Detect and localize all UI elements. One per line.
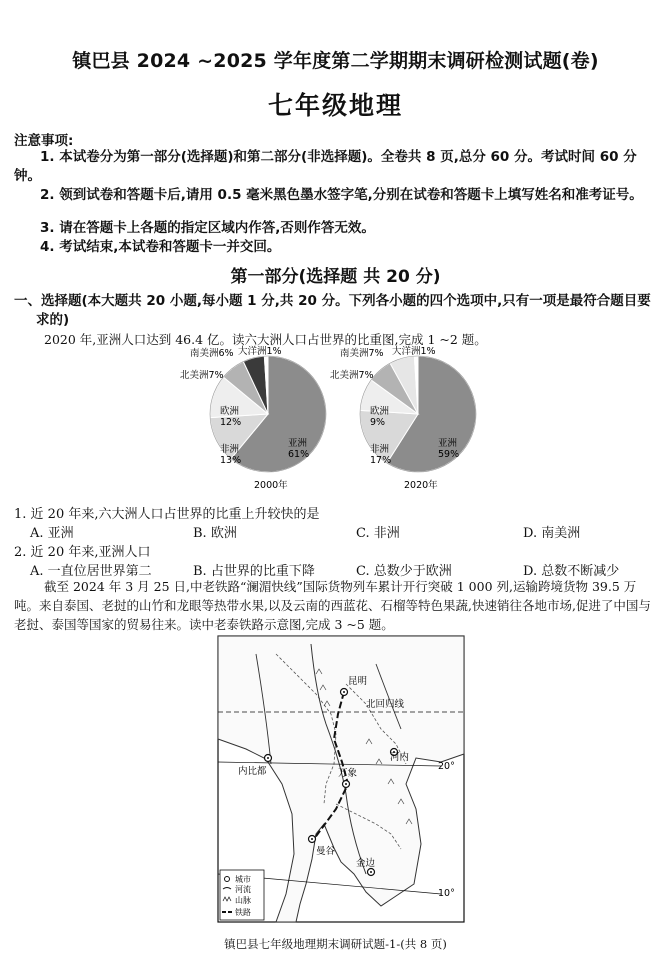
q2-option-c: C. 总数少于欧洲: [356, 564, 452, 579]
tropic-label: 北回归线: [366, 699, 405, 710]
pie-label-0: 亚洲 61%: [288, 438, 310, 460]
pie-label-3: 北美洲7%: [330, 370, 374, 381]
legend-railway: 铁路: [235, 908, 251, 917]
pie-label-2: 欧洲 9%: [370, 406, 390, 428]
pie-chart-2000: [180, 345, 326, 491]
pie-title: 2020年: [404, 480, 438, 491]
q1-option-c: C. 非洲: [356, 526, 400, 541]
note-item: 4. 考试结束,本试卷和答题卡一并交回。: [40, 239, 281, 255]
q1-option-d: D. 南美洲: [523, 526, 581, 541]
note-item: 2. 领到试卷和答题卡后,请用 0.5 毫米黑色墨水签字笔,分别在试卷和答题卡上填写姓名和准考证号。: [40, 187, 643, 203]
exam-title: 镇巴县 2024 ~2025 学年度第二学期期末调研检测试题(卷): [72, 50, 599, 72]
notes-heading: 注意事项:: [14, 133, 74, 149]
q2-option-b: B. 占世界的比重下降: [193, 564, 315, 579]
q2-option-a: A. 一直位居世界第二: [30, 564, 152, 579]
city-hanoi: 河内: [390, 752, 410, 763]
pie-chart-2020: [330, 345, 476, 491]
legend-mountain: 山脉: [235, 896, 251, 905]
legend-city: 城市: [235, 875, 251, 884]
q1-option-a: A. 亚洲: [30, 526, 74, 541]
city-kunming: 昆明: [348, 676, 368, 687]
intro-pie: 2020 年,亚洲人口达到 46.4 亿。读六大洲人口占世界的比重图,完成 1 ~2 题。: [44, 332, 487, 347]
pie-charts: [170, 344, 500, 504]
lat-20-label: 20°: [438, 761, 455, 772]
section-instructions: 一、选择题(本大题共 20 小题,每小题 1 分,共 20 分。下列各小题的四个选项中,只有一项是最符合题目要求的): [14, 293, 651, 328]
subject-title: 七年级地理: [267, 91, 403, 120]
city-vientiane: 万象: [338, 768, 358, 779]
part1-title: 第一部分(选择题 共 20 分): [230, 267, 441, 287]
railway-map: [216, 634, 466, 924]
pie-label-1: 非洲 13%: [220, 444, 242, 466]
city-phnompenh: 金边: [356, 858, 376, 869]
question-2: 2. 近 20 年来,亚洲人口: [14, 545, 151, 560]
city-bangkok: 曼谷: [316, 846, 336, 857]
q2-option-d: D. 总数不断减少: [523, 564, 620, 579]
pie-label-3: 北美洲7%: [180, 370, 224, 381]
pie-label-0: 亚洲 59%: [438, 438, 460, 460]
pie-label-5: 大洋洲1%: [392, 346, 436, 357]
city-naypyidaw: 内比都: [238, 766, 267, 777]
intro-railway: 截至 2024 年 3 月 25 日,中老铁路“澜湄快线”国际货物列车累计开行突破 1 000 列,运输跨境货物 39.5 万吨。来自泰国、老挝的山竹和龙眼等热带水果,以及云南的西蓝花、石榴等特色果蔬,快速销往各地市场,促进了中国与老挝、泰国等国家的贸易往来。读中老泰铁路示意图,完成 3 ~5 题。: [14, 579, 651, 632]
pie-label-2: 欧洲 12%: [220, 406, 242, 428]
pie-label-1: 非洲 17%: [370, 444, 392, 466]
note-item: 3. 请在答题卡上各题的指定区域内作答,否则作答无效。: [40, 220, 375, 236]
note-item: 1. 本试卷分为第一部分(选择题)和第二部分(非选择题)。全卷共 8 页,总分 60 分。考试时间 60 分钟。: [14, 149, 637, 184]
lat-10-label: 10°: [438, 888, 455, 899]
legend-river: 河流: [235, 885, 251, 894]
pie-title: 2000年: [254, 480, 288, 491]
question-1: 1. 近 20 年来,六大洲人口占世界的比重上升较快的是: [14, 507, 320, 522]
pie-label-4: 南美洲6%: [190, 348, 234, 359]
page-footer: 镇巴县七年级地理期末调研试题-1-(共 8 页): [224, 937, 447, 951]
pie-label-4: 南美洲7%: [340, 348, 384, 359]
q1-option-b: B. 欧洲: [193, 526, 237, 541]
pie-label-5: 大洋洲1%: [238, 346, 282, 357]
